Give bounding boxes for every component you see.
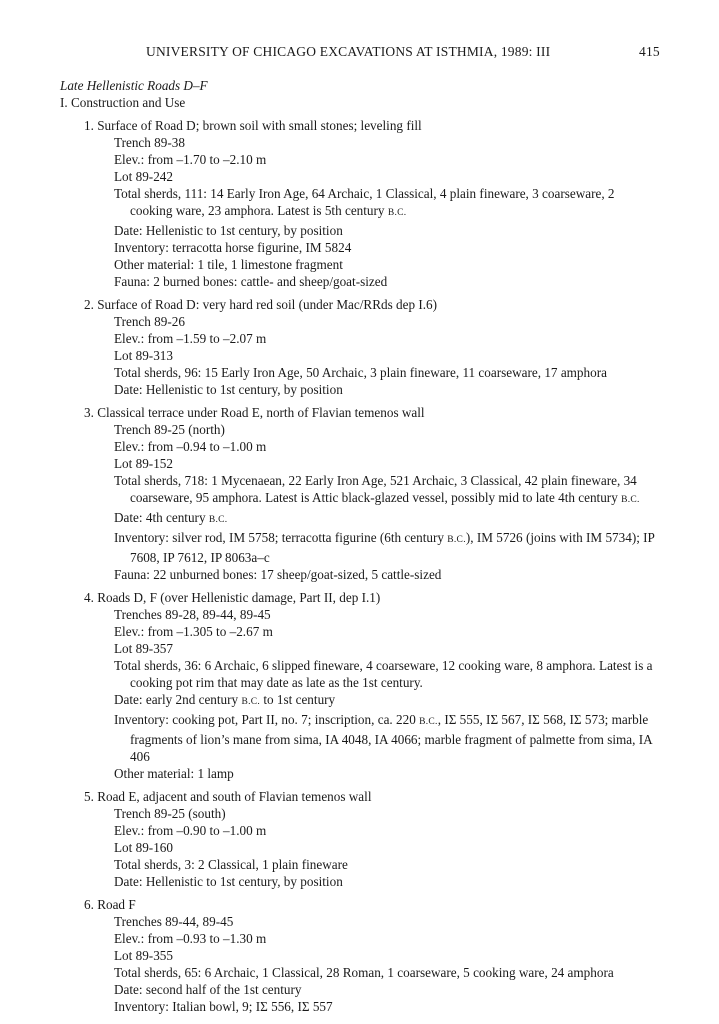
entry-details (114, 606, 660, 782)
trench-line: Trench 89-26 (114, 314, 185, 329)
elevation-line: Elev.: from –1.59 to –2.07 m (114, 331, 267, 346)
entry-details (114, 421, 660, 583)
sherds-line: Total sherds, 36: 6 Archaic, 6 slipped fineware, 4 coarseware, 12 cooking ware, 8 amphora. Latest is a cooking pot rim that may date as late as the 1st century. (114, 658, 653, 690)
fauna-line: Fauna: 22 unburned bones: 17 sheep/goat-sized, 5 cattle-sized (114, 567, 442, 582)
lot-line: Lot 89-313 (114, 348, 173, 363)
lot-line: Lot 89-357 (114, 641, 173, 656)
trench-line: Trench 89-38 (114, 135, 185, 150)
sherds-line: Total sherds, 65: 6 Archaic, 1 Classical, 28 Roman, 1 coarseware, 5 cooking ware, 24 amphora (114, 965, 614, 980)
deposit-entry (84, 404, 660, 583)
inventory-line: Inventory: terracotta horse figurine, IM 5824 (114, 240, 352, 255)
deposit-entry (84, 788, 660, 890)
running-head (0, 44, 719, 64)
running-head-title: UNIVERSITY OF CHICAGO EXCAVATIONS AT ISTHMIA, 1989: III (146, 44, 551, 59)
elevation-line: Elev.: from –0.93 to –1.30 m (114, 931, 267, 946)
deposit-entry (84, 896, 660, 1015)
entry-details (114, 805, 660, 890)
date-line: Date: Hellenistic to 1st century, by position (114, 223, 343, 238)
era-abbreviation: B.C. (419, 717, 438, 727)
fauna-line: Fauna: 2 burned bones: cattle- and sheep/goat-sized (114, 274, 388, 289)
entry-details (114, 134, 660, 290)
era-abbreviation: B.C. (241, 697, 261, 707)
date-line: Date: second half of the 1st century (114, 982, 302, 997)
subsection-heading: I. Construction and Use (60, 95, 186, 110)
era-abbreviation: B.C. (621, 495, 640, 505)
era-abbreviation: B.C. (447, 535, 466, 545)
page-number: 415 (639, 44, 660, 59)
sherds-line: Total sherds, 3: 2 Classical, 1 plain fineware (114, 857, 348, 872)
deposit-entry (84, 589, 660, 782)
era-abbreviation: B.C. (208, 515, 228, 525)
date-line: Date: 4th century B.C. (114, 510, 228, 525)
date-line: Date: Hellenistic to 1st century, by position (114, 874, 343, 889)
trench-line: Trench 89-25 (south) (114, 806, 226, 821)
trench-line: Trenches 89-28, 89-44, 89-45 (114, 607, 271, 622)
entry-heading: 1. Surface of Road D; brown soil with small stones; leveling fill (84, 118, 422, 133)
deposit-entry (84, 117, 660, 290)
elevation-line: Elev.: from –1.70 to –2.10 m (114, 152, 267, 167)
entry-heading: 5. Road E, adjacent and south of Flavian temenos wall (84, 789, 372, 804)
inventory-line: Inventory: Italian bowl, 9; IΣ 556, IΣ 557 (114, 999, 333, 1014)
deposit-entry (84, 296, 660, 398)
lot-line: Lot 89-152 (114, 456, 173, 471)
sherds-line: Total sherds, 96: 15 Early Iron Age, 50 Archaic, 3 plain fineware, 11 coarseware, 17 amphora (114, 365, 607, 380)
other-material-line: Other material: 1 lamp (114, 766, 234, 781)
entry-details (114, 313, 660, 398)
lot-line: Lot 89-160 (114, 840, 173, 855)
inventory-line: Inventory: silver rod, IM 5758; terracotta figurine (6th century B.C.), IM 5726 (joins with IM 5734); IP 7608, IP 7612, IP 8063a–c (114, 530, 655, 565)
elevation-line: Elev.: from –0.94 to –1.00 m (114, 439, 267, 454)
sherds-line: Total sherds, 111: 14 Early Iron Age, 64 Archaic, 1 Classical, 4 plain fineware, 3 coarseware, 2 cooking ware, 23 amphora. Latest is 5th century B.C. (114, 186, 615, 218)
sherds-line: Total sherds, 718: 1 Mycenaean, 22 Early Iron Age, 521 Archaic, 3 Classical, 42 plain fineware, 34 coarseware, 95 amphora. Latest is Attic black-glazed vessel, possibly mid to late 4th century B.C. (114, 473, 640, 505)
era-abbreviation: B.C. (387, 208, 407, 218)
elevation-line: Elev.: from –1.305 to –2.67 m (114, 624, 273, 639)
section-title: Late Hellenistic Roads D–F (60, 78, 208, 93)
lot-line: Lot 89-242 (114, 169, 173, 184)
entry-details (114, 913, 660, 1015)
lot-line: Lot 89-355 (114, 948, 173, 963)
date-line: Date: Hellenistic to 1st century, by position (114, 382, 343, 397)
trench-line: Trench 89-25 (north) (114, 422, 225, 437)
main-content (60, 77, 660, 1021)
elevation-line: Elev.: from –0.90 to –1.00 m (114, 823, 267, 838)
date-line: Date: early 2nd century B.C. to 1st century (114, 692, 336, 707)
entry-heading: 6. Road F (84, 897, 136, 912)
entry-heading: 4. Roads D, F (over Hellenistic damage, Part II, dep I.1) (84, 590, 381, 605)
entry-heading: 2. Surface of Road D: very hard red soil (under Mac/RRds dep I.6) (84, 297, 438, 312)
other-material-line: Other material: 1 tile, 1 limestone fragment (114, 257, 343, 272)
entry-heading: 3. Classical terrace under Road E, north of Flavian temenos wall (84, 405, 425, 420)
trench-line: Trenches 89-44, 89-45 (114, 914, 234, 929)
inventory-line: Inventory: cooking pot, Part II, no. 7; inscription, ca. 220 B.C., IΣ 555, IΣ 567, IΣ 568, IΣ 573; marble fragments of lion’s mane from sima, IA 4048, IA 4066; marble fragment of palmette from sima, IA 406 (114, 712, 652, 764)
